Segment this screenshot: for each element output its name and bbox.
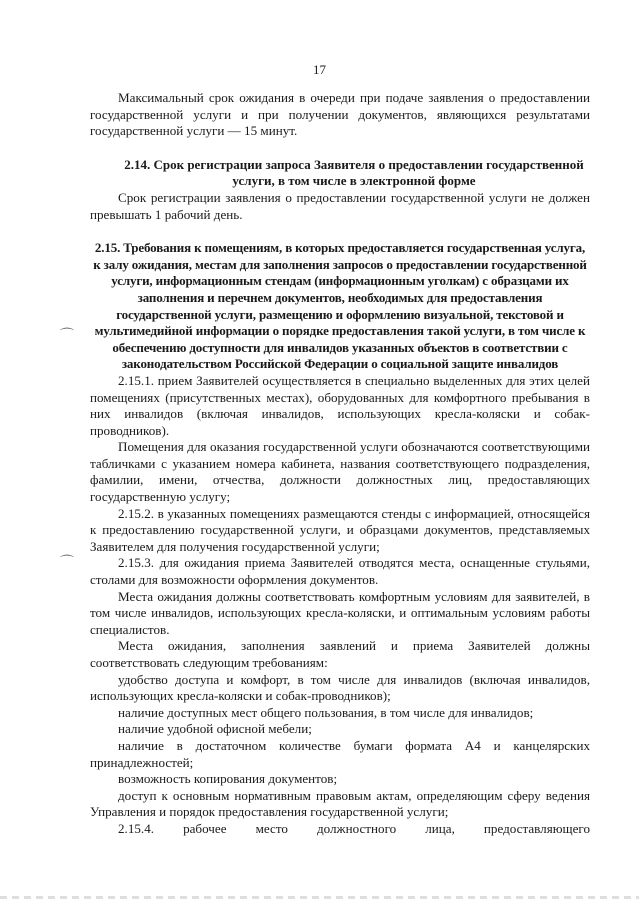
- paragraph-2-15-4: 2.15.4. рабочее место должностного лица, предоставляющего: [118, 820, 590, 836]
- heading-2-15: 2.15. Требования к помещениям, в которых предоставляется государственная услуга, к залу ожидания, местам для заполнения запросов о предоставлении государственной услуги, информационным стендам (информационным уголкам) с образцами их заполнения и перечнем документов, необходимых для предоставления государственной услуги, размещению и оформлению визуальной, текстовой и мультимедийной информации о порядке предоставления такой услуги, в том числе к обеспечению доступности для инвалидов указанных объектов в соответствии с законодательством Российской Федерации о социальной защите инвалидов: [93, 240, 587, 372]
- document-body: [90, 90, 590, 838]
- list-item-legal-acts: доступ к основным нормативным правовым актам, определяющим сферу ведения Управления и порядок предоставления государственной услуги;: [90, 787, 590, 820]
- paragraph-waiting-places: Места ожидания должны соответствовать комфортным условиям для заявителей, в том числе инвалидов, использующих кресла-коляски, и оптимальным условиям работы специалистов.: [90, 588, 590, 637]
- list-item-furniture: наличие удобной офисной мебели;: [118, 721, 312, 737]
- margin-scan-mark: ⌒: [60, 329, 74, 344]
- list-item-seats: наличие доступных мест общего пользования, в том числе для инвалидов;: [118, 704, 534, 720]
- page-number: 17: [313, 62, 326, 77]
- paragraph-max-wait: Максимальный срок ожидания в очереди при подаче заявления о предоставлении государственной услуги и при получении документов, являющихся результатами государственной услуги — 15 минут.: [90, 90, 590, 139]
- scan-bottom-edge: [0, 896, 639, 899]
- list-item-paper: наличие в достаточном количестве бумаги формата А4 и канцелярских принадлежностей;: [90, 737, 590, 770]
- list-item-access: удобство доступа и комфорт, в том числе для инвалидов (включая инвалидов, использующих кресла-коляски и собак-проводников);: [90, 671, 590, 704]
- paragraph-2-15-1: 2.15.1. прием Заявителей осуществляется в специально выделенных для этих целей помещениях (присутственных местах), оборудованных для комфортного пребывания в них инвалидов (включая инвалидов, использующих кресла-коляски и собак-проводников).: [90, 372, 590, 438]
- paragraph-2-15-2: 2.15.2. в указанных помещениях размещаются стенды с информацией, относящейся к предоставлению государственной услуги, и образцами документов, представляемых Заявителем для получения государственной услуги;: [90, 505, 590, 554]
- paragraph-rooms: Помещения для оказания государственной услуги обозначаются соответствующими табличками с указанием номера кабинета, названия соответствующего подразделения, фамилии, имени, отчества, должности должностных лиц, предоставляющих государственную услугу;: [90, 439, 590, 505]
- list-item-copy: возможность копирования документов;: [118, 771, 338, 787]
- paragraph-requirements: Места ожидания, заполнения заявлений и приема Заявителей должны соответствовать следующим требованиям:: [90, 638, 590, 670]
- paragraph-2-15-3: 2.15.3. для ожидания приема Заявителей отводятся места, оснащенные стульями, столами для возможности оформления документов.: [90, 555, 590, 588]
- paragraph-2-14: Срок регистрации заявления о предоставлении государственной услуги не должен превышать 1 рабочий день.: [90, 189, 590, 222]
- heading-2-14: 2.14. Срок регистрации запроса Заявителя о предоставлении государственной услуги, в том числе в электронной форме: [124, 156, 584, 189]
- margin-scan-mark: ⌒: [60, 556, 74, 571]
